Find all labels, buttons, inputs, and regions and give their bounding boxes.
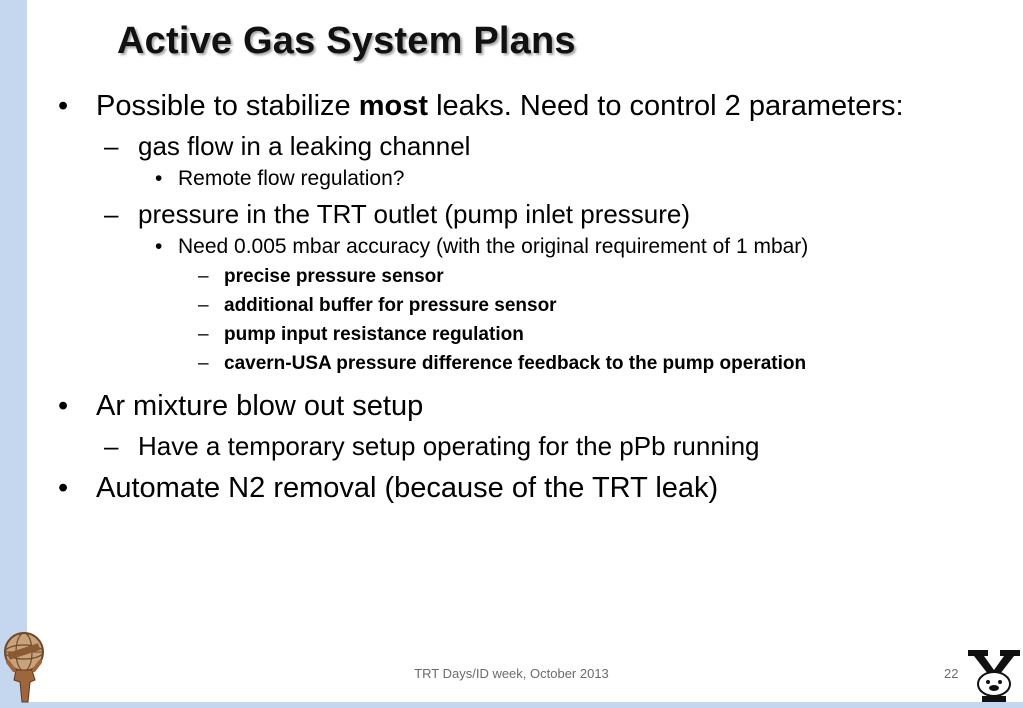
bullet-marker: • — [58, 90, 69, 122]
yale-bulldog-logo-icon — [966, 648, 1022, 704]
detail-item — [58, 265, 958, 289]
slide-body — [58, 88, 958, 510]
detail-text: cavern-USA pressure difference feedback to the pump operation — [224, 353, 807, 374]
detail-text: pump input resistance regulation — [224, 324, 524, 345]
dash-marker: – — [198, 353, 209, 374]
bullet-marker: • — [155, 235, 163, 258]
bullet-item — [58, 388, 958, 424]
detail-item — [58, 323, 958, 347]
bullet-text: Possible to stabilize — [96, 90, 359, 122]
bullet-item — [58, 88, 958, 124]
bullet-marker: • — [58, 472, 69, 504]
slide-footer: TRT Days/ID week, October 2013 — [414, 666, 609, 681]
sub-sub-bullet-item — [58, 234, 958, 260]
dash-marker: – — [104, 199, 119, 229]
page-number: 22 — [944, 666, 959, 681]
detail-item — [58, 294, 958, 318]
sub-bullet-item — [58, 198, 958, 230]
bullet-marker: • — [58, 390, 69, 422]
dash-marker: – — [104, 431, 119, 461]
detail-text: precise pressure sensor — [224, 266, 444, 287]
bullet-marker: • — [155, 167, 163, 190]
sub-bullet-item — [58, 130, 958, 162]
slide-title: Active Gas System Plans — [117, 20, 576, 62]
dash-marker: – — [198, 295, 209, 316]
sub-sub-bullet-text: Need 0.005 mbar accuracy (with the original requirement of 1 mbar) — [178, 235, 809, 258]
left-accent-bar — [0, 0, 27, 708]
sub-bullet-item — [58, 430, 958, 462]
sub-bullet-text: gas flow in a leaking channel — [138, 131, 471, 161]
sub-sub-bullet-item — [58, 166, 958, 192]
bullet-text-bold: most — [358, 90, 429, 122]
atlas-logo-icon — [2, 628, 54, 704]
bullet-text: leaks. Need to control 2 parameters: — [428, 90, 904, 122]
bullet-item — [58, 470, 958, 506]
dash-marker: – — [198, 324, 209, 345]
dash-marker: – — [198, 266, 209, 287]
detail-text: additional buffer for pressure sensor — [224, 295, 557, 316]
sub-bullet-text: Have a temporary setup operating for the pPb running — [138, 431, 760, 461]
bullet-text: Automate N2 removal (because of the TRT leak) — [96, 472, 719, 504]
sub-sub-bullet-text: Remote flow regulation? — [178, 167, 405, 190]
bullet-text: Ar mixture blow out setup — [96, 390, 424, 422]
sub-bullet-text: pressure in the TRT outlet (pump inlet pressure) — [138, 199, 691, 229]
detail-item — [58, 352, 958, 376]
dash-marker: – — [104, 131, 119, 161]
bottom-accent-bar — [0, 702, 1023, 708]
